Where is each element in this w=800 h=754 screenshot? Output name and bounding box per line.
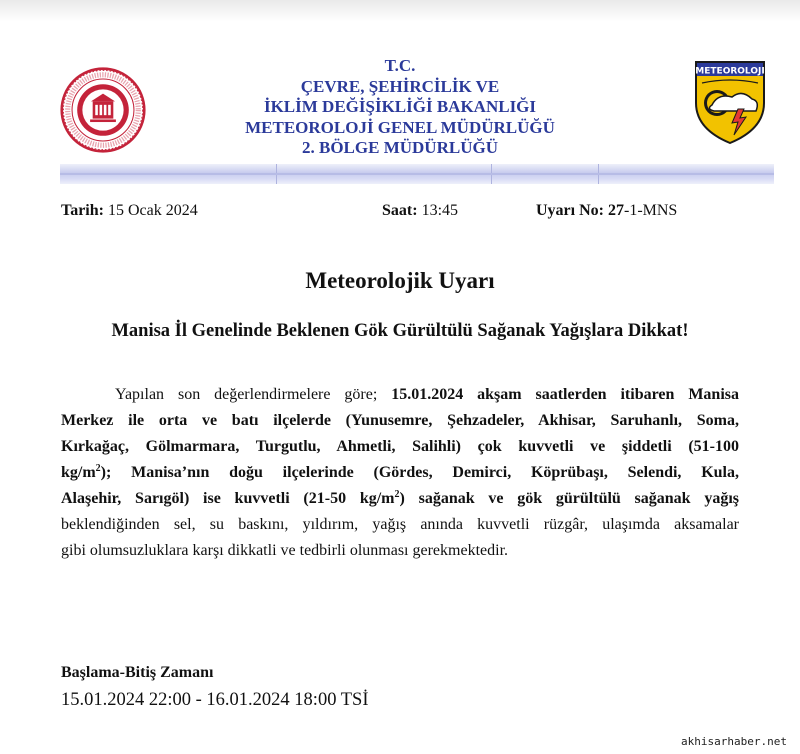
time-field: [382, 202, 458, 220]
date-label: Tarih:: [61, 202, 104, 219]
time-label: Saat:: [382, 202, 418, 219]
superscript-2: 2: [95, 463, 101, 474]
ministry-seal-icon: [60, 67, 146, 153]
body-text-3: Kırkağaç, Gölmarmara, Turgutlu, Ahmetli, Salihli) çok kuvvetli ve şiddetli (51-100: [61, 438, 739, 455]
body-text-5c: sağanak ve gök gürültülü sağanak yağış: [418, 490, 740, 507]
top-shadow: [0, 0, 800, 22]
header-line-region: 2. BÖLGE MÜDÜRLÜĞÜ: [302, 138, 498, 157]
page-title: Meteorolojik Uyarı: [305, 268, 495, 293]
watermark: akhisarhaber.net: [675, 732, 787, 752]
period-value: 15.01.2024 22:00 - 16.01.2024 18:00 TSİ: [61, 690, 369, 710]
ministry-header: [150, 56, 650, 159]
warning-number-field: [536, 202, 677, 220]
warning-label: Uyarı No:: [536, 202, 604, 219]
meteoroloji-logo-icon: [692, 59, 768, 145]
body-line-6: [61, 512, 739, 538]
body-intro: Yapılan son değerlendirmelere göre;: [115, 386, 378, 403]
warning-suffix: -1-MNS: [623, 202, 678, 219]
header-line-ministry-2: İKLİM DEĞİŞİKLİĞİ BAKANLIĞI: [263, 97, 537, 116]
body-line-5: [61, 486, 739, 512]
body-text-6: beklendiğinden sel, su baskını, yıldırım, yağış anında kuvvetli rüzgâr, ulaşımda aksamalar: [61, 516, 739, 533]
body-line-4: [61, 460, 739, 486]
body-text-4b: ); Manisa’nın doğu ilçelerinde (Gördes, Demirci, Köprübaşı, Selendi, Kula,: [100, 464, 739, 481]
header-line-tc: T.C.: [384, 56, 416, 75]
body-text-4a: kg/m: [61, 464, 96, 481]
period-label: Başlama-Bitiş Zamanı: [61, 664, 214, 681]
warning-body: [61, 382, 739, 564]
superscript-2b: 2: [394, 489, 400, 500]
body-line-7: [61, 538, 739, 564]
body-text-5a: Alaşehir, Sarıgöl) ise kuvvetli (21-50 kg/m: [61, 490, 395, 507]
body-text-7: gibi olumsuzluklara karşı dikkatli ve tedbirli olunması gerekmektedir.: [61, 542, 509, 559]
body-text-2: Merkez ile orta ve batı ilçelerde (Yunusemre, Şehzadeler, Akhisar, Saruhanlı, Soma,: [61, 412, 739, 429]
body-line-2: [61, 408, 739, 434]
header-line-ministry-1: ÇEVRE, ŞEHİRCİLİK VE: [300, 76, 500, 96]
warning-number: 27: [607, 202, 624, 219]
time-value: 13:45: [421, 202, 459, 219]
header-divider-band: [60, 164, 774, 184]
date-field: [61, 202, 198, 220]
body-intro-bold: 15.01.2024 akşam saatlerden itibaren Manisa: [391, 386, 739, 403]
body-text-5b: ): [399, 490, 405, 507]
body-line-3: [61, 434, 739, 460]
header-line-directorate: METEOROLOJİ GENEL MÜDÜRLÜĞÜ: [245, 117, 555, 137]
warning-subtitle: Manisa İl Genelinde Beklenen Gök Gürültülü Sağanak Yağışlara Dikkat!: [111, 321, 689, 341]
logo-text: METEOROLOJI: [695, 66, 765, 77]
body-line-1: [61, 382, 739, 408]
date-value: 15 Ocak 2024: [107, 202, 198, 219]
